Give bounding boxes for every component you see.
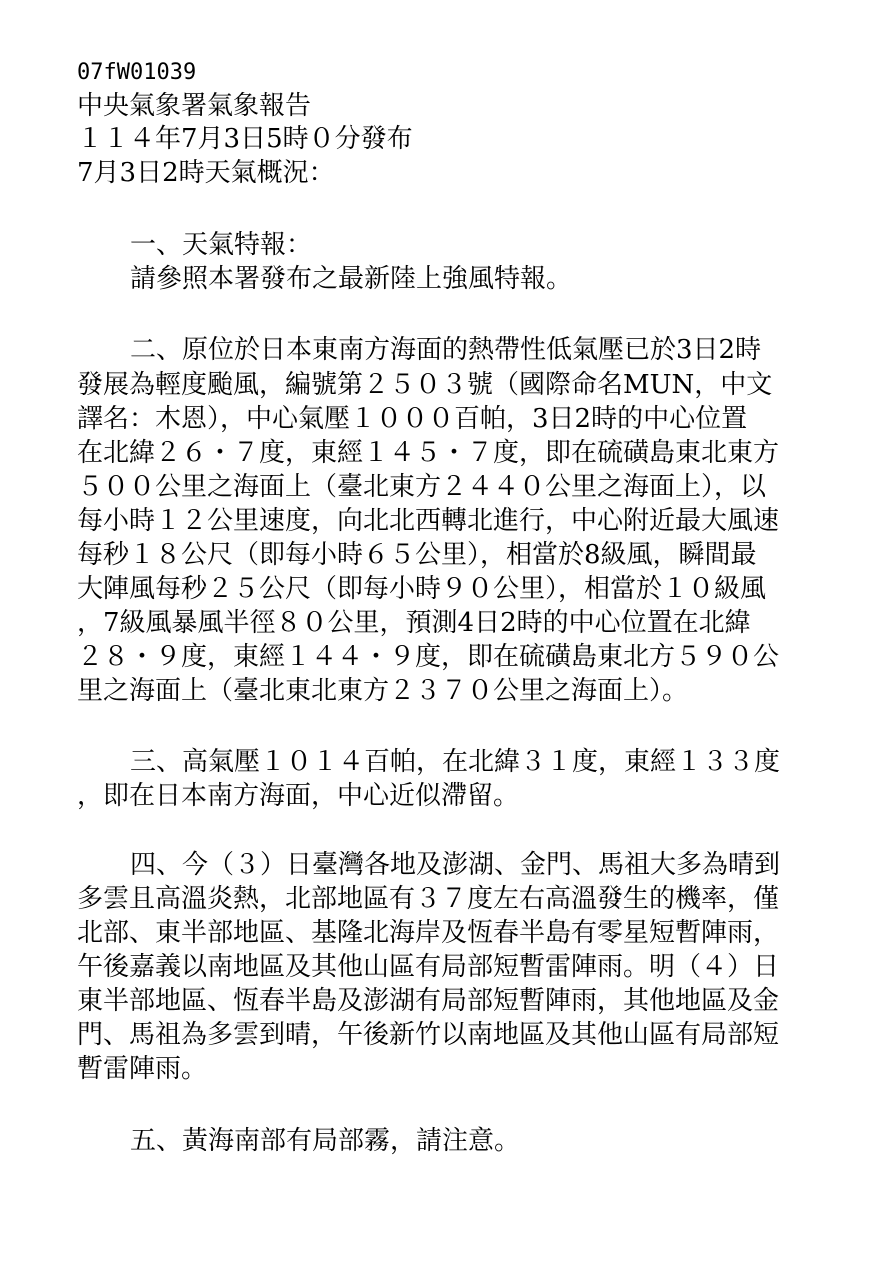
section-4-line: 北部、東半部地區、基隆北海岸及恆春半島有零星短暫陣雨， [77, 918, 780, 948]
section-3-line: 三、高氣壓１０１４百帕，在北緯３１度，東經１３３度 [130, 747, 781, 777]
section-2-line: 譯名：木恩），中心氣壓１０００百帕，3日2時的中心位置 [77, 404, 748, 434]
section-2-line: 大陣風每秒２５公尺（即每小時９０公里），相當於１０級風 [77, 574, 767, 604]
section-4-line: 暫雷陣雨。 [77, 1054, 208, 1084]
section-2-line: ，7級風暴風半徑８０公里，預測4日2時的中心位置在北緯 [77, 608, 751, 638]
section-2-line: ２８・９度，東經１４４・９度，即在硫磺島東北方５９０公 [77, 642, 780, 672]
section-2-line: 在北緯２６・７度，東經１４５・７度，即在硫磺島東北東方 [77, 438, 780, 468]
section-4-line: 午後嘉義以南地區及其他山區有局部短暫雷陣雨。明（４）日 [77, 952, 780, 982]
section-2-line: 發展為輕度颱風，編號第２５０３號（國際命名MUN，中文 [77, 370, 773, 400]
report-title: 中央氣象署氣象報告 [77, 91, 312, 121]
section-1-heading: 一、天氣特報： [130, 230, 313, 260]
section-4-line: 門、馬祖為多雲到晴，午後新竹以南地區及其他山區有局部短 [77, 1020, 780, 1050]
section-3-line: ，即在日本南方海面，中心近似滯留。 [77, 781, 520, 811]
section-4-line: 多雲且高溫炎熱，北部地區有３７度左右高溫發生的機率，僅 [77, 884, 780, 914]
section-5-line: 五、黃海南部有局部霧，請注意。 [130, 1126, 521, 1156]
section-4-line: 四、今（３）日臺灣各地及澎湖、金門、馬祖大多為晴到 [130, 850, 781, 880]
section-1-text: 請參照本署發布之最新陸上強風特報。 [130, 264, 573, 294]
section-2-line: 每小時１２公里速度，向北北西轉北進行，中心附近最大風速 [77, 506, 780, 536]
issue-time: １１４年7月3日5時０分發布 [77, 124, 413, 154]
document-id: 07fW01039 [77, 60, 197, 85]
section-2-line: 里之海面上（臺北東北東方２３７０公里之海面上）。 [77, 676, 689, 706]
overview-heading: 7月3日2時天氣概況： [77, 158, 335, 188]
section-2-line: 二、原位於日本東南方海面的熱帶性低氣壓已於3日2時 [130, 335, 762, 365]
section-2-line: 每秒１８公尺（即每小時６５公里），相當於8級風，瞬間最 [77, 540, 757, 570]
section-2-line: ５００公里之海面上（臺北東方２４４０公里之海面上），以 [77, 472, 767, 502]
section-4-line: 東半部地區、恆春半島及澎湖有局部短暫陣雨，其他地區及金 [77, 986, 780, 1016]
